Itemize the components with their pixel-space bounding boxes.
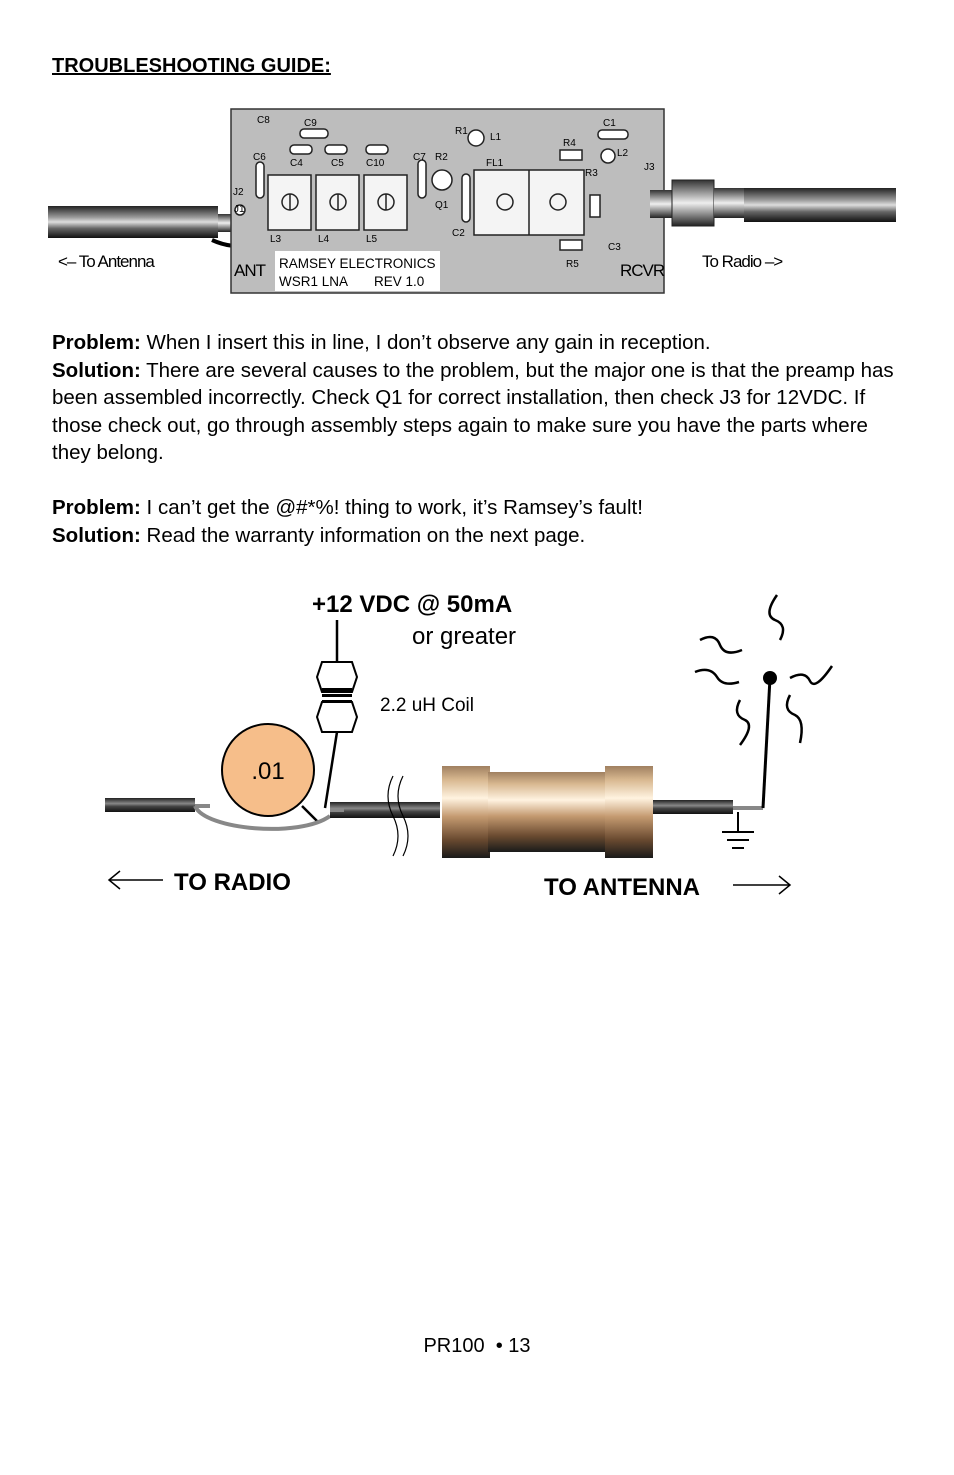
bias-tee-diagram [0, 580, 954, 920]
pcb-part-label: C9 [304, 118, 317, 129]
pcb-part-label: C10 [366, 158, 385, 169]
footer-bullet: • [495, 1335, 503, 1357]
right-connector-body [672, 180, 714, 226]
pcb-part-label: L5 [366, 234, 378, 245]
to-antenna-label: <– To Antenna [58, 252, 154, 271]
antenna-side-cable [653, 800, 733, 814]
pcb-part-label: J1 [234, 204, 245, 215]
pcb-part-label: L3 [270, 234, 282, 245]
page-footer [0, 1335, 954, 1358]
footer-product: PR100 [423, 1335, 485, 1357]
radio-waves [695, 595, 832, 745]
page-heading: TROUBLESHOOTING GUIDE: [52, 55, 331, 77]
pcb-ant-label: ANT [234, 261, 265, 280]
solution-text: Read the warranty information on the next page. [140, 523, 586, 547]
pcb-part-label: J2 [233, 187, 244, 198]
problem-text: When I insert this in line, I don’t observe any gain in reception. [140, 331, 711, 354]
solution-label: Solution: [52, 523, 141, 547]
capacitor-label: .01 [251, 758, 285, 785]
pcb-part-label: J3 [644, 162, 655, 173]
pcb-part-label: C4 [290, 158, 303, 169]
pcb-part-label: Q1 [435, 200, 449, 211]
problem-label: Problem: [52, 496, 141, 519]
right-connector-thread [650, 190, 672, 218]
coil-label: 2.2 uH Coil [380, 695, 474, 716]
pcb-company-label: RAMSEY ELECTRONICS [279, 256, 436, 271]
pcb-part-label: R5 [566, 259, 579, 270]
pcb-part-label: C2 [452, 228, 465, 239]
voltage-label: +12 VDC @ 50mA [312, 591, 513, 618]
pcb-part-label: R1 [455, 126, 468, 137]
left-coax-cable [48, 206, 218, 238]
solution-text: There are several causes to the problem, but the major one is that the preamp has been assembled incorrectly. Check Q1 for correct installation, then check J3 for 12VDC. If those check out, go through assembly steps again to make sure you have the parts where they belong. [52, 358, 894, 464]
pcb-part-label: FL1 [486, 158, 504, 169]
voltage-note: or greater [412, 623, 517, 650]
pcb-part-label: L2 [617, 148, 629, 159]
right-coax-cable [744, 188, 896, 222]
connector-body-right [605, 766, 653, 858]
pcb-part-label: C5 [331, 158, 344, 169]
problem-text: I can’t get the @#*%! thing to work, it’s Ramsey’s fault! [140, 496, 643, 519]
pcb-part-label: L4 [318, 234, 330, 245]
pcb-rev-label: REV 1.0 [374, 274, 425, 289]
pcb-part-label: L1 [490, 132, 502, 143]
pcb-part-label: C3 [608, 242, 621, 253]
problem-block-2 [52, 494, 912, 549]
pcb-rcvr-label: RCVR [620, 261, 665, 280]
to-radio-label: To Radio –> [702, 252, 783, 271]
connector-body-mid [488, 772, 608, 852]
connector-body-left [442, 766, 490, 858]
footer-page-number: 13 [508, 1335, 531, 1357]
pcb-part-label: R4 [563, 138, 576, 149]
to-radio-label: TO RADIO [174, 869, 291, 896]
pcb-part-label: C1 [603, 118, 616, 129]
solution-label: Solution: [52, 358, 141, 382]
radio-side-cable [105, 798, 195, 812]
pcb-part-label: R2 [435, 152, 448, 163]
to-antenna-label: TO ANTENNA [544, 874, 700, 901]
pcb-part-label: C6 [253, 152, 266, 163]
pcb-model-label: WSR1 LNA [279, 274, 349, 289]
problem-label: Problem: [52, 331, 141, 354]
pcb-part-label: C7 [413, 152, 426, 163]
pcb-part-label: R3 [585, 168, 598, 179]
pcb-part-label: C8 [257, 115, 270, 126]
problem-block-1 [52, 329, 912, 467]
coil-component [317, 662, 357, 732]
pcb-diagram [0, 100, 954, 300]
